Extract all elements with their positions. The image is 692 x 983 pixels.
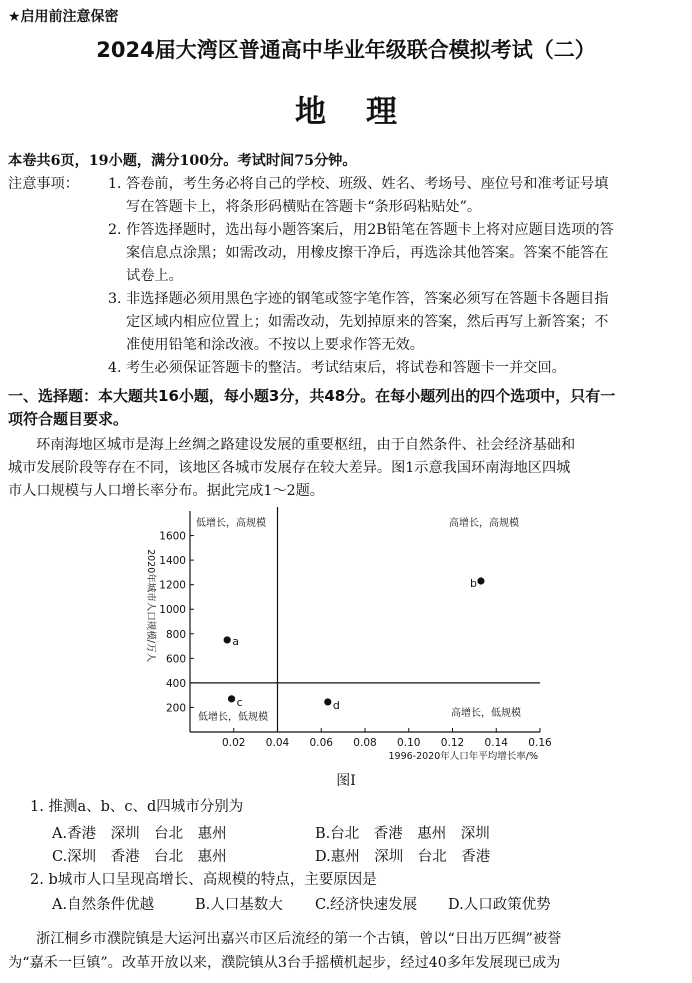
chart-plot-area bbox=[145, 507, 552, 762]
data-point-label-b: b bbox=[469, 576, 477, 590]
confidential-notice: ★启用前注意保密 bbox=[8, 9, 119, 25]
x-tick-label: 0.10 bbox=[397, 737, 421, 749]
y-tick-label: 600 bbox=[165, 653, 186, 666]
passage-line: 城市发展阶段等存在不同，该地区各城市发展存在较大差异。图1示意我国环南海地区四城 bbox=[8, 460, 571, 476]
y-tick-label: 1400 bbox=[159, 555, 186, 568]
y-tick-label: 1000 bbox=[159, 604, 186, 617]
passage-line: 市人口规模与人口增长率分布。据此完成1～2题。 bbox=[8, 483, 324, 499]
quadrant-label-high-growth-high-scale: 高增长，高规模 bbox=[449, 518, 519, 529]
instruction-line: 准使用铅笔和涂改液。不按以上要求作答无效。 bbox=[126, 337, 424, 353]
section-heading: 一、选择题：本大题共16小题，每小题3分，共48分。在每小题列出的四个选项中，只有一 bbox=[8, 387, 616, 405]
data-point-label-a: a bbox=[232, 634, 239, 648]
instruction-line: 案信息点涂黑；如需改动，用橡皮擦干净后，再选涂其他答案。答案不能答在 bbox=[126, 245, 609, 261]
question-1-option-a[interactable]: A.香港 深圳 台北 惠州 bbox=[52, 826, 227, 842]
data-point-a bbox=[224, 636, 231, 643]
question-1-stem: 1. 推测a、b、c、d四城市分别为 bbox=[30, 799, 244, 815]
question-1-option-d[interactable]: D.惠州 深圳 台北 香港 bbox=[315, 849, 491, 865]
instruction-line: 1. 答卷前，考生务必将自己的学校、班级、姓名、考场号、座位号和准考证号填 bbox=[108, 176, 609, 192]
y-tick-label: 1200 bbox=[159, 579, 186, 592]
instruction-line: 定区域内相应位置上；如需改动，先划掉原来的答案，然后再写上新答案；不 bbox=[126, 314, 609, 330]
quadrant-label-high-growth-low-scale: 高增长，低规模 bbox=[451, 708, 521, 719]
y-tick-label: 200 bbox=[165, 702, 186, 715]
x-tick-label: 0.12 bbox=[440, 737, 465, 749]
question-1-option-c[interactable]: C.深圳 香港 台北 惠州 bbox=[52, 849, 227, 865]
data-point-label-d: d bbox=[332, 698, 340, 712]
x-axis-label: 1996-2020年人口年平均增长率/% bbox=[388, 751, 538, 762]
data-point-label-c: c bbox=[236, 695, 243, 709]
question-2-stem: 2. b城市人口呈现高增长、高规模的特点，主要原因是 bbox=[30, 872, 377, 888]
data-point-c bbox=[228, 695, 235, 702]
passage2-line: 浙江桐乡市濮院镇是大运河出嘉兴市区后流经的第一个古镇，曾以“日出万匹绸”被誉 bbox=[36, 931, 562, 947]
x-tick-label: 0.02 bbox=[222, 737, 246, 749]
x-tick-label: 0.14 bbox=[484, 737, 508, 749]
instruction-line: 试卷上。 bbox=[126, 268, 183, 284]
question-2-option-a[interactable]: A.自然条件优越 bbox=[52, 897, 155, 913]
question-2-option-c[interactable]: C.经济快速发展 bbox=[315, 897, 418, 913]
x-tick-label: 0.16 bbox=[528, 737, 552, 749]
question-1-option-b[interactable]: B.台北 香港 惠州 深圳 bbox=[315, 826, 490, 842]
data-point-b bbox=[477, 577, 484, 584]
instruction-line: 2. 作答选择题时，选出每小题答案后，用2B铅笔在答题卡上将对应题目选项的答 bbox=[108, 222, 614, 238]
section-heading-cont: 项符合题目要求。 bbox=[8, 410, 129, 428]
instruction-line: 写在答题卡上，将条形码横贴在答题卡“条形码粘贴处”。 bbox=[126, 199, 482, 215]
passage2-line: 为“嘉禾一巨镇”。改革开放以来，濮院镇从3台手摇横机起步，经过40多年发展现已成为 bbox=[8, 955, 561, 971]
quadrant-label-low-growth-high-scale: 低增长，高规模 bbox=[196, 518, 266, 529]
data-point-d bbox=[324, 698, 331, 705]
exam-title: 2024届大湾区普通高中毕业年级联合模拟考试（二） bbox=[96, 38, 596, 62]
subject-title: 地理 bbox=[295, 94, 437, 130]
y-tick-label: 400 bbox=[165, 677, 186, 690]
question-2-option-d[interactable]: D.人口政策优势 bbox=[448, 897, 551, 913]
y-axis-label: 2020年城市人口规模/万人 bbox=[145, 549, 156, 662]
y-tick-label: 800 bbox=[165, 628, 186, 641]
x-tick-label: 0.06 bbox=[309, 737, 333, 749]
figure-caption: 图I bbox=[336, 773, 356, 789]
passage-line: 环南海地区城市是海上丝绸之路建设发展的重要枢纽，由于自然条件、社会经济基础和 bbox=[36, 437, 576, 453]
x-tick-label: 0.08 bbox=[353, 737, 377, 749]
quadrant-label-low-growth-low-scale: 低增长，低规模 bbox=[198, 712, 268, 723]
x-tick-label: 0.04 bbox=[265, 737, 290, 749]
instruction-line: 4. 考生必须保证答题卡的整洁。考试结束后，将试卷和答题卡一并交回。 bbox=[108, 360, 566, 376]
instructions-label: 注意事项： bbox=[8, 176, 79, 192]
exam-summary: 本卷共6页，19小题，满分100分。考试时间75分钟。 bbox=[8, 153, 357, 169]
instruction-line: 3. 非选择题必须用黑色字迹的钢笔或签字笔作答，答案必须写在答题卡各题目指 bbox=[108, 291, 609, 307]
question-2-option-b[interactable]: B.人口基数大 bbox=[195, 897, 283, 913]
y-tick-label: 1600 bbox=[159, 530, 186, 543]
